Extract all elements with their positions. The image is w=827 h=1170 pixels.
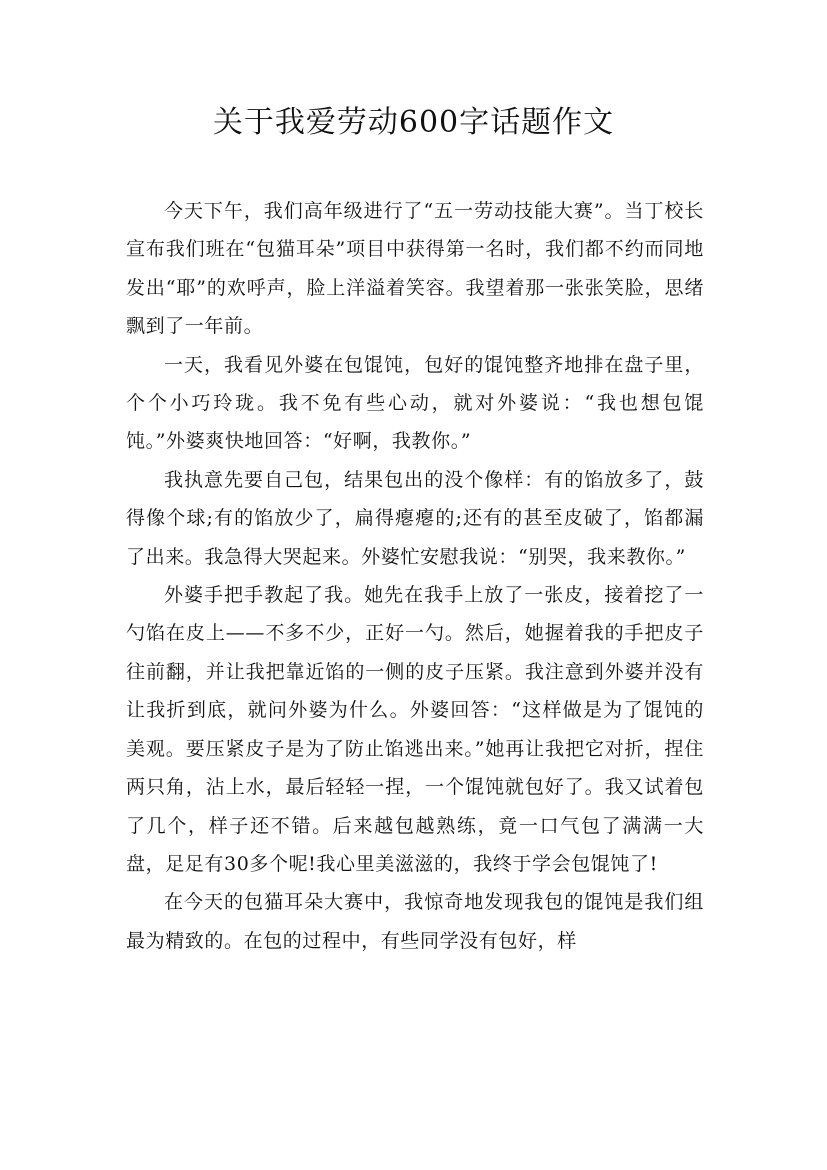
- document-body: [126, 192, 704, 960]
- paragraph-4: 外婆手把手教起了我。她先在我手上放了一张皮，接着挖了一勺馅在皮上——不多不少，正好一勺。然后，她握着我的手把皮子往前翻，并让我把靠近馅的一侧的皮子压紧。我注意到外婆并没有让我折到底，就问外婆为什么。外婆回答：“这样做是为了馄饨的美观。要压紧皮子是为了防止馅逃出来。”她再让我把它对折，捏住两只角，沾上水，最后轻轻一捏，一个馄饨就包好了。我又试着包了几个，样子还不错。后来越包越熟练，竟一口气包了满满一大盘，足足有30多个呢!我心里美滋滋的，我终于学会包馄饨了!: [126, 584, 704, 875]
- paragraph-3: 我执意先要自己包，结果包出的没个像样：有的馅放多了，鼓得像个球;有的馅放少了，扁得瘪瘪的;还有的甚至皮破了，馅都漏了出来。我急得大哭起来。外婆忙安慰我说：“别哭，我来教你。”: [126, 468, 704, 568]
- paragraph-2: 一天，我看见外婆在包馄饨，包好的馄饨整齐地排在盘子里，个个小巧玲珑。我不免有些心动，就对外婆说：“我也想包馄饨。”外婆爽快地回答：“好啊，我教你。”: [126, 353, 704, 453]
- document-title: 关于我爱劳动600字话题作文: [212, 105, 615, 140]
- paragraph-1: 今天下午，我们高年级进行了“五一劳动技能大赛”。当丁校长宣布我们班在“包猫耳朵”项目中获得第一名时，我们都不约而同地发出“耶”的欢呼声，脸上洋溢着笑容。我望着那一张张笑脸，思绪飘到了一年前。: [126, 200, 704, 338]
- paragraph-5: 在今天的包猫耳朵大赛中，我惊奇地发现我包的馄饨是我们组最为精致的。在包的过程中，有些同学没有包好，样: [126, 891, 704, 952]
